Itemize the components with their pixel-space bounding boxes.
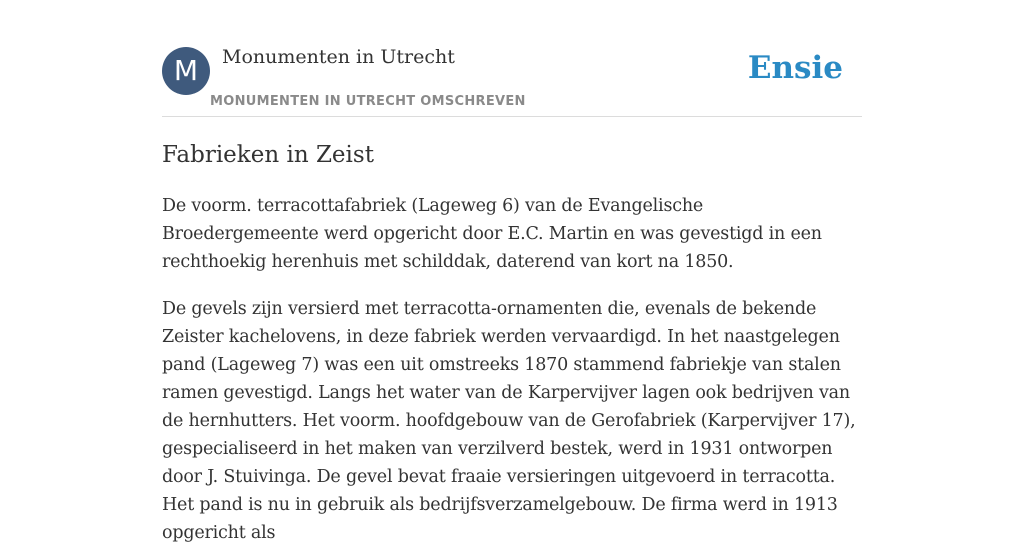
site-title[interactable]: Monumenten in Utrecht (222, 46, 455, 68)
article-paragraph: De voorm. terracottafabriek (Lageweg 6) van de Evangelische Broedergemeente werd opgericht door E.C. Martin en was gevestigd in een rechthoekig herenhuis met schilddak, daterend van kort na 1850. (162, 196, 822, 272)
avatar[interactable]: M (162, 47, 210, 95)
article (162, 138, 862, 547)
site-subtitle: MONUMENTEN IN UTRECHT OMSCHREVEN (210, 94, 526, 109)
site-header (162, 46, 862, 117)
article-paragraph: De gevels zijn versierd met terracotta-ornamenten die, evenals de bekende Zeister kachelovens, in deze fabriek werden vervaardigd. In het naastgelegen pand (Lageweg 7) was een uit omstreeks 1870 stammend fabriekje van stalen ramen gevestigd. Langs het water van de Karpervijver lagen ook bedrijven van de hernhutters. Het voorm. hoofdgebouw van de Gerofabriek (Karpervijver 17), gespecialiseerd in het maken van verzilverd bestek, werd in 1931 ontworpen door J. Stuivinga. De gevel bevat fraaie versieringen uitgevoerd in terracotta. Het pand is nu in gebruik als bedrijfsverzamelgebouw. De firma werd in 1913 opgericht als (162, 299, 856, 543)
ensie-logo[interactable]: Ensie (747, 50, 843, 86)
article-title: Fabrieken in Zeist (162, 142, 374, 168)
